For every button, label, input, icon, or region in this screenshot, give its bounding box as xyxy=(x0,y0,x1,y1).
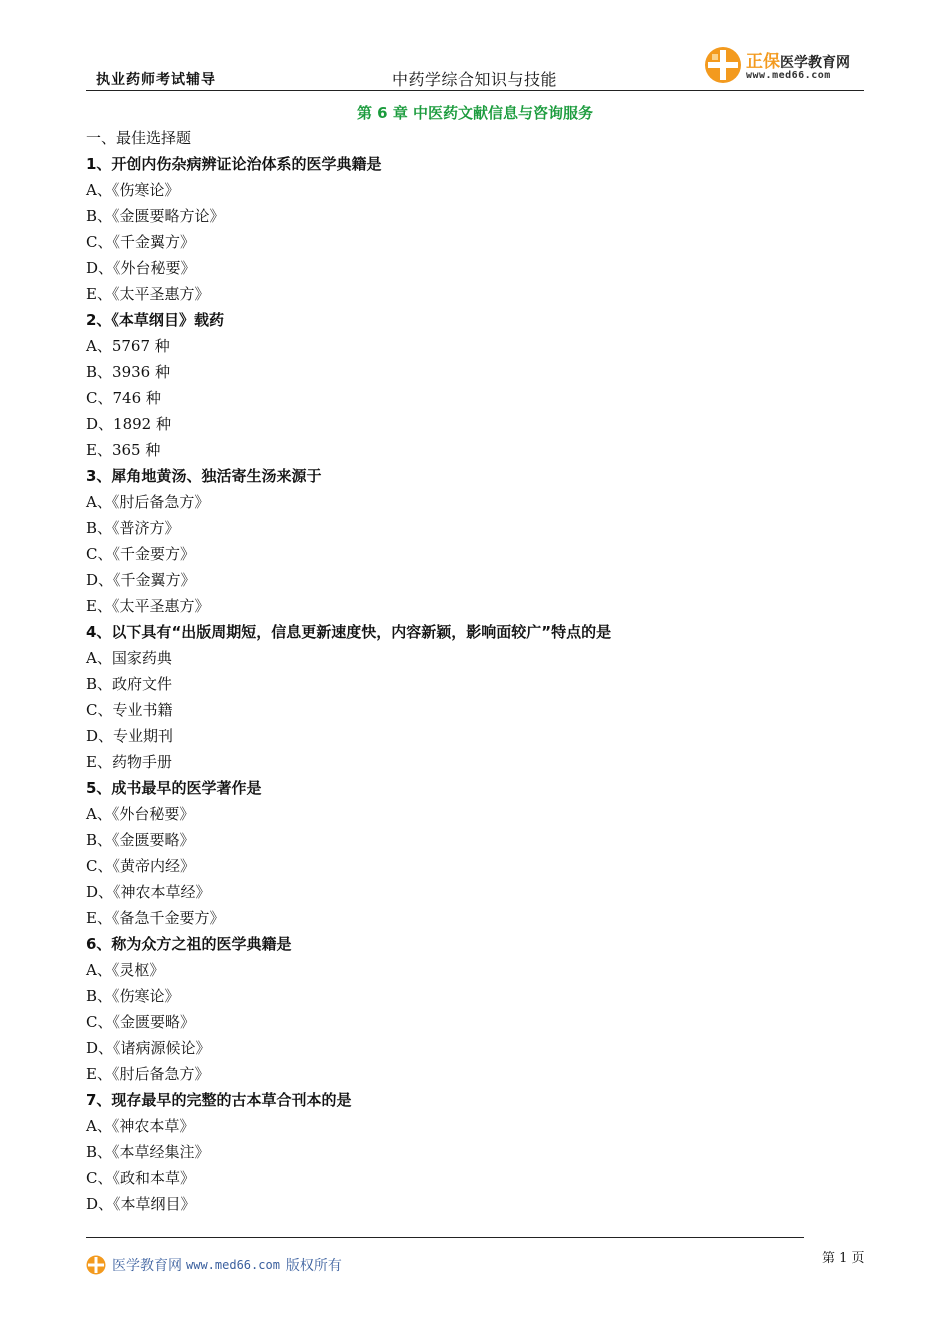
option-a: A、《外台秘要》 xyxy=(86,805,195,823)
question-2 xyxy=(86,307,864,463)
option-e: E、《太平圣惠方》 xyxy=(86,285,210,303)
question-stem: 6、称为众方之祖的医学典籍是 xyxy=(86,935,292,953)
option-c: C、专业书籍 xyxy=(86,701,173,719)
footer-divider xyxy=(86,1237,804,1238)
logo-brand: 正保 xyxy=(746,52,780,72)
question-5 xyxy=(86,775,864,931)
option-b: B、《普济方》 xyxy=(86,519,180,537)
question-stem: 5、成书最早的医学著作是 xyxy=(86,779,262,797)
option-c: C、《金匮要略》 xyxy=(86,1013,195,1031)
option-d: D、《神农本草经》 xyxy=(86,883,211,901)
option-b: B、《金匮要略》 xyxy=(86,831,195,849)
option-d: D、《外台秘要》 xyxy=(86,259,196,277)
header-subject-title: 中药学综合知识与技能 xyxy=(392,70,558,89)
header-exam-title: 执业药师考试辅导 xyxy=(96,72,216,88)
question-stem: 4、以下具有“出版周期短，信息更新速度快，内容新颖，影响面较广”特点的是 xyxy=(86,623,612,641)
option-e: E、365 种 xyxy=(86,441,161,459)
option-b: B、政府文件 xyxy=(86,675,173,693)
option-b: B、《伤寒论》 xyxy=(86,987,180,1005)
option-e: E、《肘后备急方》 xyxy=(86,1065,210,1083)
option-b: B、《本草经集注》 xyxy=(86,1143,210,1161)
option-a: A、5767 种 xyxy=(86,337,170,355)
footer-url: www.med66.com xyxy=(186,1258,280,1272)
option-e: E、《太平圣惠方》 xyxy=(86,597,210,615)
logo-name: 医学教育网 xyxy=(780,55,850,71)
option-a: A、《伤寒论》 xyxy=(86,181,180,199)
footer-rights: 版权所有 xyxy=(285,1258,342,1274)
question-stem: 1、开创内伤杂病辨证论治体系的医学典籍是 xyxy=(86,155,382,173)
option-a: A、《神农本草》 xyxy=(86,1117,195,1135)
option-d: D、《本草纲目》 xyxy=(86,1195,196,1213)
option-b: B、《金匮要略方论》 xyxy=(86,207,225,225)
option-d: D、1892 种 xyxy=(86,415,171,433)
option-a: A、《灵枢》 xyxy=(86,961,165,979)
site-logo[interactable] xyxy=(704,44,864,86)
question-7 xyxy=(86,1087,864,1217)
question-stem: 7、现存最早的完整的古本草合刊本的是 xyxy=(86,1091,352,1109)
question-stem: 3、犀角地黄汤、独活寄生汤来源于 xyxy=(86,467,322,485)
option-d: D、专业期刊 xyxy=(86,727,174,745)
chapter-title: 第 6 章 中医药文献信息与咨询服务 xyxy=(356,104,594,122)
option-a: A、《肘后备急方》 xyxy=(86,493,210,511)
question-4 xyxy=(86,619,864,775)
option-c: C、《千金要方》 xyxy=(86,545,195,563)
question-3 xyxy=(86,463,864,619)
question-list xyxy=(86,125,864,1217)
option-c: C、《千金翼方》 xyxy=(86,233,195,251)
logo-url: www.med66.com xyxy=(746,70,831,81)
logo-cross-icon xyxy=(704,46,742,84)
footer-site-name: 医学教育网 xyxy=(112,1258,182,1274)
option-c: C、746 种 xyxy=(86,389,161,407)
option-e: E、药物手册 xyxy=(86,753,172,771)
option-d: D、《诸病源候论》 xyxy=(86,1039,211,1057)
option-a: A、国家药典 xyxy=(86,649,172,667)
site-logo-icon xyxy=(86,1255,106,1275)
option-b: B、3936 种 xyxy=(86,363,170,381)
section-title: 一、最佳选择题 xyxy=(86,129,192,147)
question-stem: 2、《本草纲目》载药 xyxy=(86,311,224,329)
option-c: C、《黄帝内经》 xyxy=(86,857,195,875)
question-6 xyxy=(86,931,864,1087)
option-d: D、《千金翼方》 xyxy=(86,571,196,589)
option-c: C、《政和本草》 xyxy=(86,1169,195,1187)
page-number: 第 1 页 xyxy=(822,1251,865,1266)
page-header xyxy=(86,44,864,91)
footer-copyright[interactable] xyxy=(86,1254,342,1276)
option-e: E、《备急千金要方》 xyxy=(86,909,225,927)
question-1 xyxy=(86,151,864,307)
